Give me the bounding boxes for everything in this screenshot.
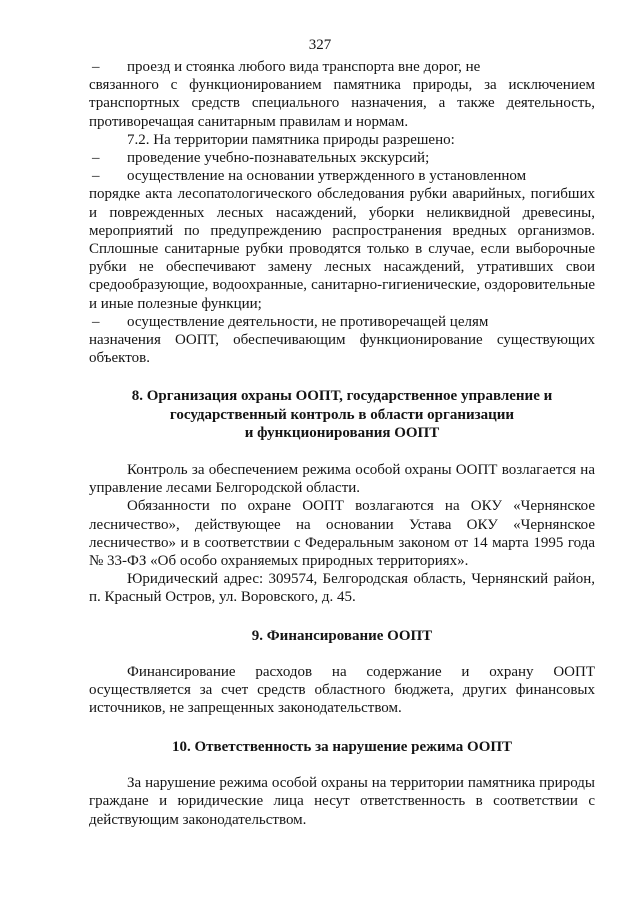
prohibited-item-transport <box>89 58 595 76</box>
allowed-item-felling <box>89 167 595 185</box>
list-item-continuation: порядке акта лесопатологического обследования рубки аварийных, погибших и поврежденных лесных насаждений, уборки неликвидной древесины, мероприятий по предупреждению распространения вредных организмов. Сплошные санитарные рубки проводятся только в случае, если выборочные рубки не обеспечивают замену лесных насаждений, утративших свои средообразующие, водоохранные, санитарно-гигиенические, оздоровительные и иные полезные функции; <box>89 186 595 312</box>
section-9-title: 9. Финансирование ООПТ <box>251 627 433 644</box>
clause-7-2-heading: 7.2. На территории памятника природы разрешено: <box>127 131 455 148</box>
list-item-continuation: связанного с функционированием памятника природы, за исключением транспортных средств специального назначения, а также деятельность, противоречащая санитарным правилам и нормам. <box>89 77 595 130</box>
list-item-first-line: проезд и стоянка любого вида транспорта вне дорог, не <box>127 59 481 75</box>
section-title-line: государственный контроль в области организации <box>169 406 515 423</box>
section-8-paragraph-control: Контроль за обеспечением режима особой охраны ООПТ возлагается на управление лесами Белгородской области. <box>89 461 595 497</box>
list-item-first-line: осуществление деятельности, не противоречащей целям <box>127 313 489 330</box>
section-9-paragraph: Финансирование расходов на содержание и охрану ООПТ осуществляется за счет средств областного бюджета, других финансовых источников, не запрещенных законодательством. <box>89 664 595 717</box>
list-dash: – <box>92 168 100 185</box>
section-8-paragraph-address: Юридический адрес: 309574, Белгородская область, Чернянский район, п. Красный Остров, ул. Воровского, д. 45. <box>89 571 595 606</box>
allowed-item-activity <box>89 313 595 331</box>
section-8-title <box>89 387 595 443</box>
allowed-item-excursions <box>89 149 595 167</box>
page-content <box>89 58 595 829</box>
section-title-line: 8. Организация охраны ООПТ, государственное управление и <box>131 388 553 405</box>
section-8-paragraph-duties: Обязанности по охране ООПТ возлагаются на ОКУ «Чернянское лесничество», действующее на основании Устава ОКУ «Чернянское лесничество» и в соответствии с Федеральным законом от 14 марта 1995 года № 33-ФЗ «Об особо охраняемых природных территориях». <box>89 498 595 569</box>
list-item-text: проведение учебно-познавательных экскурсий; <box>127 150 430 167</box>
list-item-first-line: осуществление на основании утвержденного в установленном <box>127 168 527 185</box>
list-item-continuation: назначения ООПТ, обеспечивающим функционирование существующих объектов. <box>89 332 595 367</box>
list-dash: – <box>92 313 100 330</box>
section-10-title: 10. Ответственность за нарушение режима ООПТ <box>171 738 513 755</box>
section-title-line: и функционирования ООПТ <box>244 425 440 442</box>
list-dash: – <box>92 150 100 167</box>
list-dash: – <box>92 59 100 75</box>
page-number: 327 <box>308 37 332 53</box>
section-10-paragraph: За нарушение режима особой охраны на территории памятника природы граждане и юридические лица несут ответственность в соответствии с действующим законодательством. <box>89 775 595 828</box>
